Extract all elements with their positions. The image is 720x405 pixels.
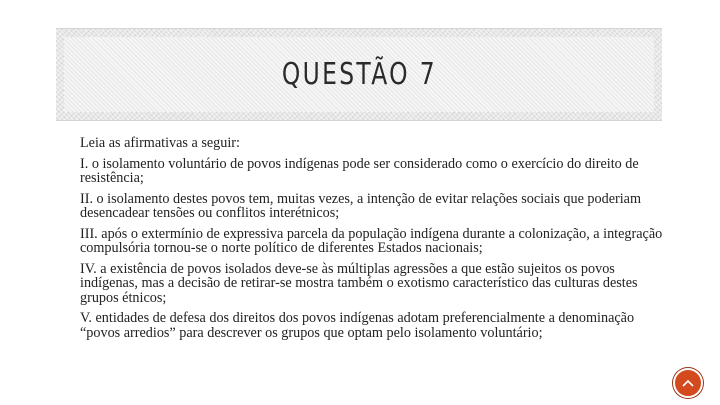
title-banner-inner xyxy=(64,37,654,112)
slide-body xyxy=(80,136,676,346)
statement-1: I. o isolamento voluntário de povos indígenas pode ser considerado como o exercício do direito de resistência; xyxy=(80,155,639,186)
scroll-up-button[interactable] xyxy=(673,368,703,398)
intro-text: Leia as afirmativas a seguir: xyxy=(80,135,240,151)
statement-2: II. o isolamento destes povos tem, muitas vezes, a intenção de evitar relações sociais que poderiam desencadear tensões ou conflitos interétnicos; xyxy=(80,190,642,221)
slide-title: QUESTÃO 7 xyxy=(281,57,437,92)
statement-3: III. após o extermínio de expressiva parcela da população indígena durante a colonização, a integração compulsória tornou-se o norte político de diferentes Estados nacionais; xyxy=(80,225,663,256)
title-banner xyxy=(56,28,662,121)
chevron-up-icon xyxy=(681,378,695,388)
statement-4: IV. a existência de povos isolados deve-se às múltiplas agressões a que estão sujeitos os povos indígenas, mas a decisão de retirar-se mostra também o exotismo característico das culturas destes grupos étnicos; xyxy=(80,260,638,306)
statement-5: V. entidades de defesa dos direitos dos povos indígenas adotam preferencialmente a denominação “povos arredios” para descrever os grupos que optam pelo isolamento voluntário; xyxy=(80,310,635,341)
